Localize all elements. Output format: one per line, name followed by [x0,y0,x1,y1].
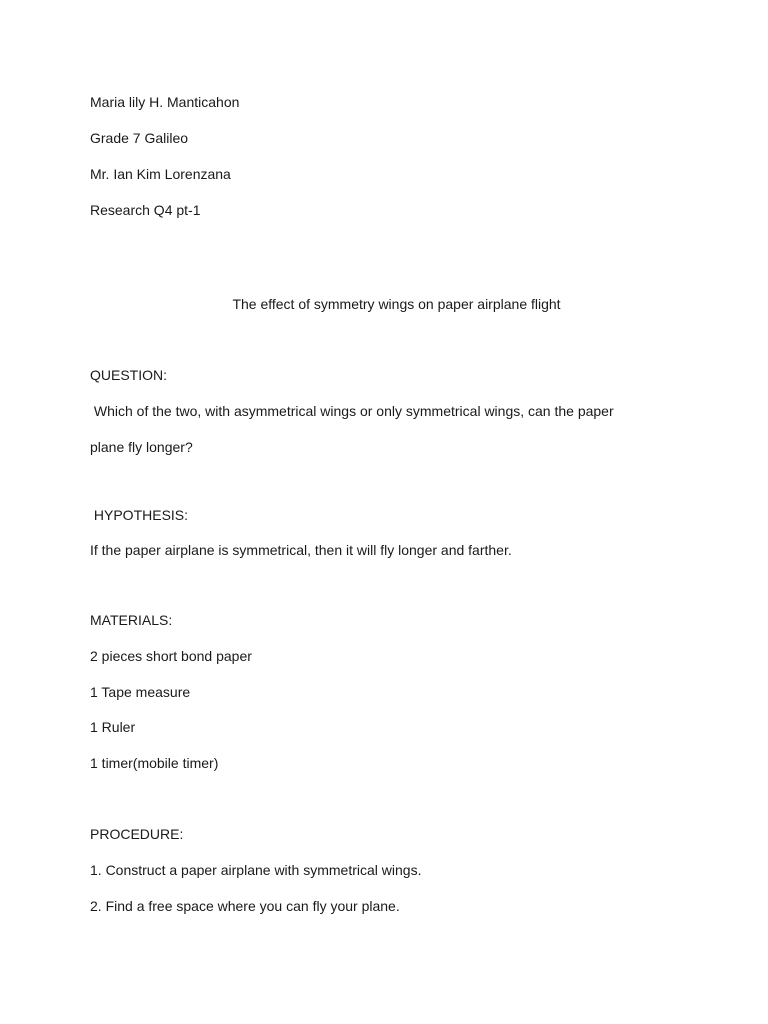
student-name: Maria lily H. Manticahon [90,94,240,110]
question-line-2: plane fly longer? [90,439,193,455]
materials-item-4: 1 timer(mobile timer) [90,755,219,771]
materials-item-1: 2 pieces short bond paper [90,648,252,664]
hypothesis-text: If the paper airplane is symmetrical, then it will fly longer and farther. [90,542,512,558]
hypothesis-heading: HYPOTHESIS: [90,507,189,523]
teacher-name: Mr. Ian Kim Lorenzana [90,166,231,182]
question-heading: QUESTION: [90,367,168,383]
materials-item-3: 1 Ruler [90,719,136,735]
materials-heading: MATERIALS: [90,612,173,628]
document-title: The effect of symmetry wings on paper airplane flight [232,296,561,312]
question-line-1: Which of the two, with asymmetrical wings or only symmetrical wings, can the paper [90,403,614,419]
grade-section: Grade 7 Galileo [90,130,189,146]
procedure-step-2: 2. Find a free space where you can fly your plane. [90,898,400,914]
subject-line: Research Q4 pt-1 [90,202,201,218]
materials-item-2: 1 Tape measure [90,684,191,700]
procedure-heading: PROCEDURE: [90,826,184,842]
procedure-step-1: 1. Construct a paper airplane with symmetrical wings. [90,862,422,878]
